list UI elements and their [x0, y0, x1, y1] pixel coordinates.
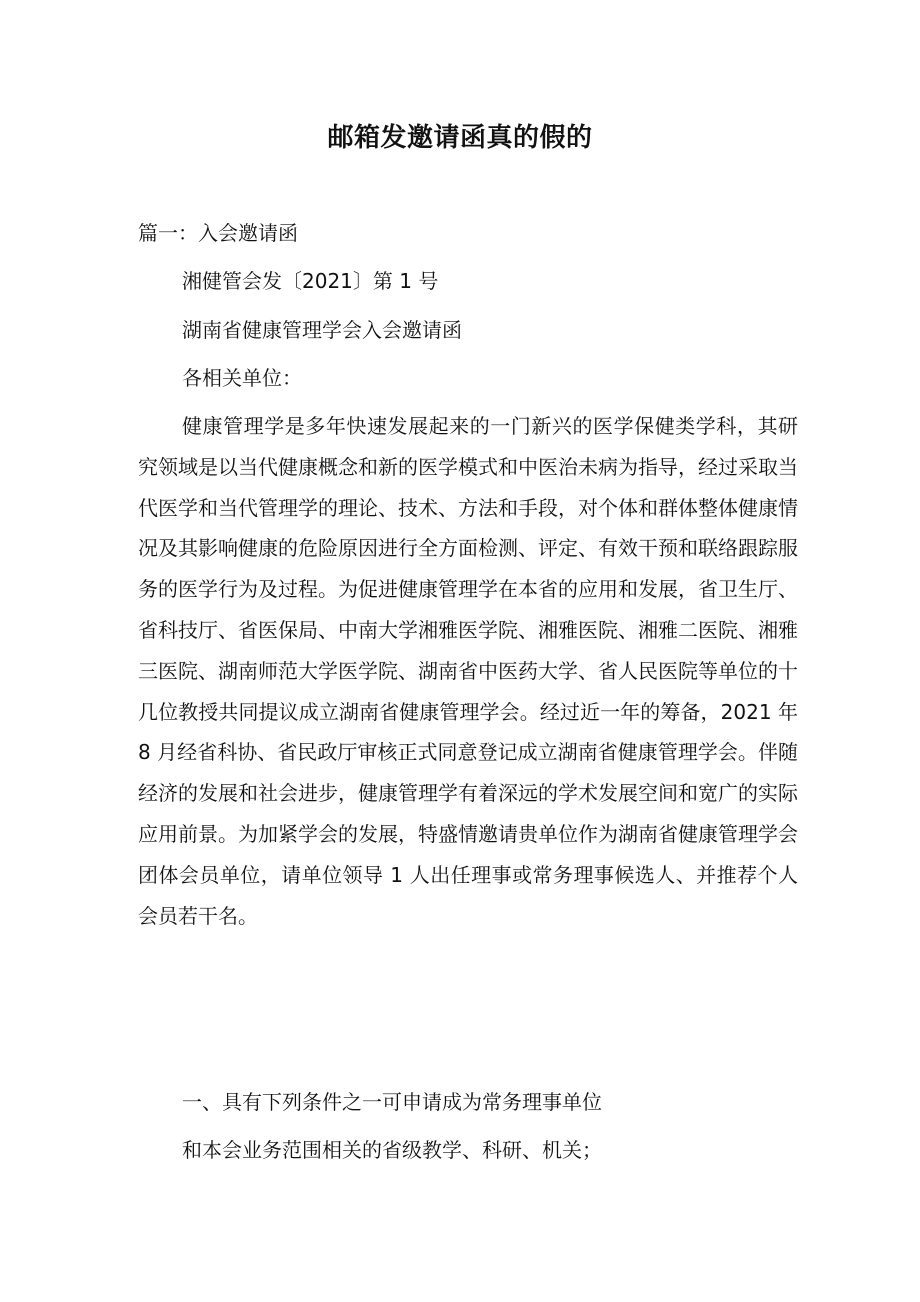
section-heading: 篇一：入会邀请函 [138, 221, 298, 245]
condition-heading: 一、具有下列条件之一可申请成为常务理事单位 [182, 1090, 602, 1114]
condition-item: 和本会业务范围相关的省级教学、科研、机关； [182, 1138, 602, 1162]
document-title: 邮箱发邀请函真的假的 [327, 123, 593, 153]
salutation: 各相关单位： [182, 366, 302, 390]
document-number: 湘健管会发〔2021〕第 1 号 [182, 269, 439, 293]
letter-title: 湖南省健康管理学会入会邀请函 [182, 318, 462, 342]
body-paragraph: 健康管理学是多年快速发展起来的一门新兴的医学保健类学科，其研究领域是以当代健康概念和新的医学模式和中医治未病为指导，经过采取当代医学和当代管理学的理论、技术、方法和手段，对个体和群体整体健康情况及其影响健康的危险原因进行全方面检测、评定、有效干预和联络跟踪服务的医学行为及过程。为促进健康管理学在本省的应用和发展，省卫生厅、省科技厅、省医保局、中南大学湘雅医学院、湘雅医院、湘雅二医院、湘雅三医院、湖南师范大学医学院、湖南省中医药大学、省人民医院等单位的十几位教授共同提议成立湖南省健康管理学会。经过近一年的筹备，2021 年 8 月经省科协、省民政厅审核正式同意登记成立湖南省健康管理学会。伴随经济的发展和社会进步，健康管理学有着深远的学术发展空间和宽广的实际应用前景。为加紧学会的发展，特盛情邀请贵单位作为湖南省健康管理学会团体会员单位，请单位领导 1 人出任理事或常务理事候选人、并推荐个人会员若干名。 [138, 414, 798, 928]
